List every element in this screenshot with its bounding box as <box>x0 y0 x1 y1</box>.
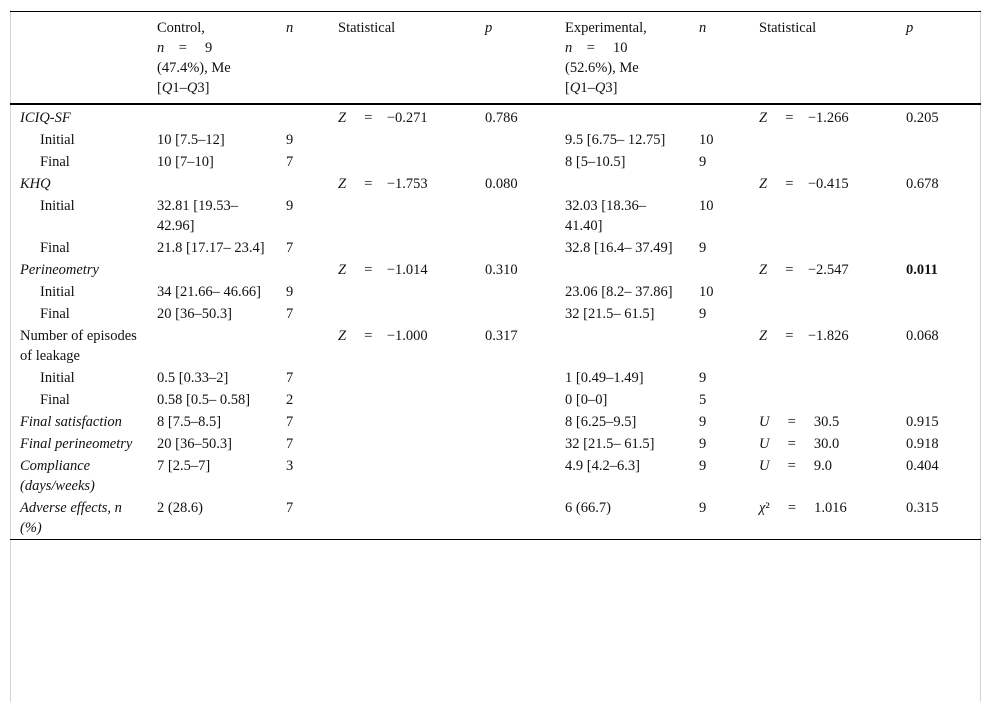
n-control: 7 <box>286 154 294 170</box>
n-experimental: 5 <box>699 392 707 408</box>
n-experimental: 9 <box>699 414 707 430</box>
table-row <box>10 173 981 195</box>
n-experimental <box>693 173 753 195</box>
control-value: 10 [7.5–12] <box>157 132 225 148</box>
n-control <box>280 259 332 281</box>
p-experimental <box>900 281 981 303</box>
statistic-experimental <box>753 281 900 303</box>
p-control <box>479 455 559 497</box>
statistic-control <box>332 389 479 411</box>
n-experimental: 9 <box>699 154 707 170</box>
header-n-control: n <box>286 20 294 36</box>
row-label: Final <box>40 240 70 256</box>
statistic-experimental: U = 30.5 <box>759 414 840 430</box>
table-row <box>10 104 981 129</box>
n-control: 7 <box>286 306 294 322</box>
statistic-experimental <box>753 151 900 173</box>
statistic-experimental: U = 30.0 <box>759 436 840 452</box>
p-experimental: 0.918 <box>906 436 939 452</box>
p-experimental: 0.315 <box>906 500 939 516</box>
experimental-value: 8 [5–10.5] <box>565 154 626 170</box>
control-value <box>151 104 280 129</box>
statistic-experimental: χ² = 1.016 <box>759 500 847 516</box>
header-control-line: Control, <box>157 20 205 36</box>
header-p-experimental: p <box>906 20 914 36</box>
control-value: 0.5 [0.33–2] <box>157 370 229 386</box>
table-row <box>10 303 981 325</box>
table-row <box>10 455 981 497</box>
experimental-value: 23.06 [8.2– 37.86] <box>565 284 673 300</box>
p-experimental <box>900 151 981 173</box>
statistic-control <box>332 129 479 151</box>
statistic-control <box>332 195 479 237</box>
table-row <box>10 367 981 389</box>
statistic-control: Z = −1.753 <box>338 176 428 192</box>
statistic-experimental: Z = −1.266 <box>759 110 849 126</box>
table-row <box>10 259 981 281</box>
p-experimental <box>900 389 981 411</box>
table-row <box>10 237 981 259</box>
statistic-control: Z = −1.000 <box>338 328 428 344</box>
experimental-value: 0 [0–0] <box>565 392 608 408</box>
statistic-experimental: Z = −2.547 <box>759 262 849 278</box>
statistic-experimental <box>753 129 900 151</box>
table-row <box>10 497 981 540</box>
control-value: 10 [7–10] <box>157 154 214 170</box>
n-control <box>280 173 332 195</box>
p-control <box>479 389 559 411</box>
row-label: ICIQ-SF <box>20 110 71 126</box>
n-control: 9 <box>286 132 294 148</box>
row-label: Compliance (days/weeks) <box>20 458 95 494</box>
statistic-experimental: Z = −0.415 <box>759 176 849 192</box>
table-row <box>10 195 981 237</box>
control-value: 20 [36–50.3] <box>157 306 232 322</box>
experimental-value: 4.9 [4.2–6.3] <box>565 458 640 474</box>
row-label: Perineometry <box>20 262 99 278</box>
n-experimental <box>693 259 753 281</box>
n-control: 7 <box>286 500 294 516</box>
statistic-control <box>332 237 479 259</box>
control-value: 34 [21.66– 46.66] <box>157 284 261 300</box>
header-label <box>10 12 151 105</box>
statistic-experimental: U = 9.0 <box>759 458 833 474</box>
control-value: 20 [36–50.3] <box>157 436 232 452</box>
statistic-control <box>332 367 479 389</box>
table-row <box>10 129 981 151</box>
n-experimental: 9 <box>699 306 707 322</box>
p-experimental: 0.678 <box>906 176 939 192</box>
p-experimental <box>900 195 981 237</box>
p-control <box>479 411 559 433</box>
n-experimental: 9 <box>699 500 707 516</box>
row-label: Final <box>40 392 70 408</box>
p-control: 0.310 <box>485 262 518 278</box>
table-row <box>10 389 981 411</box>
statistic-control <box>332 455 479 497</box>
row-label: Adverse effects, n (%) <box>20 500 122 536</box>
p-control <box>479 237 559 259</box>
p-experimental: 0.915 <box>906 414 939 430</box>
p-control <box>479 497 559 540</box>
control-value: 2 (28.6) <box>157 500 203 516</box>
p-experimental <box>900 129 981 151</box>
header-experimental-line: [Q1–Q3] <box>565 80 618 96</box>
experimental-value: 32.8 [16.4– 37.49] <box>565 240 673 256</box>
control-value: 0.58 [0.5– 0.58] <box>157 392 251 408</box>
header-row <box>10 12 981 105</box>
control-value <box>151 325 280 367</box>
experimental-value <box>559 259 693 281</box>
table-row <box>10 281 981 303</box>
header-statistical-control: Statistical <box>338 20 396 36</box>
statistic-control: Z = −1.014 <box>338 262 428 278</box>
table-row <box>10 411 981 433</box>
n-control: 9 <box>286 198 294 214</box>
row-label: Final <box>40 306 70 322</box>
experimental-value <box>559 325 693 367</box>
control-value <box>151 259 280 281</box>
header-control-line: (47.4%), Me <box>157 60 231 76</box>
header-experimental-line: Experimental, <box>565 20 647 36</box>
n-experimental <box>693 325 753 367</box>
row-label: KHQ <box>20 176 51 192</box>
n-control: 3 <box>286 458 294 474</box>
experimental-value: 32.03 [18.36– 41.40] <box>565 198 646 234</box>
control-value: 8 [7.5–8.5] <box>157 414 222 430</box>
experimental-value: 8 [6.25–9.5] <box>565 414 637 430</box>
control-value: 21.8 [17.17– 23.4] <box>157 240 265 256</box>
row-label: Initial <box>40 284 75 300</box>
n-experimental: 9 <box>699 240 707 256</box>
statistic-control <box>332 497 479 540</box>
header-control <box>151 12 280 105</box>
experimental-value: 1 [0.49–1.49] <box>565 370 644 386</box>
n-experimental: 10 <box>699 284 714 300</box>
statistic-experimental: Z = −1.826 <box>759 328 849 344</box>
table-row <box>10 325 981 367</box>
p-control <box>479 367 559 389</box>
statistic-control <box>332 411 479 433</box>
p-control <box>479 151 559 173</box>
control-value: 32.81 [19.53– 42.96] <box>157 198 238 234</box>
row-label: Initial <box>40 198 75 214</box>
p-control <box>479 129 559 151</box>
row-label: Final perineometry <box>20 436 133 452</box>
row-label: Number of episodes of leakage <box>20 328 137 364</box>
header-experimental-line: n = 10 <box>565 40 628 56</box>
n-experimental <box>693 104 753 129</box>
n-control: 2 <box>286 392 294 408</box>
n-experimental: 9 <box>699 370 707 386</box>
experimental-value: 6 (66.7) <box>565 500 611 516</box>
header-n-experimental: n <box>699 20 707 36</box>
row-label: Final satisfaction <box>20 414 122 430</box>
statistic-control <box>332 303 479 325</box>
statistic-experimental <box>753 303 900 325</box>
row-label: Final <box>40 154 70 170</box>
n-control: 7 <box>286 436 294 452</box>
statistic-control: Z = −0.271 <box>338 110 428 126</box>
p-control <box>479 433 559 455</box>
experimental-value: 32 [21.5– 61.5] <box>565 436 655 452</box>
experimental-value: 9.5 [6.75– 12.75] <box>565 132 666 148</box>
header-p-control: p <box>485 20 493 36</box>
n-control <box>280 325 332 367</box>
n-experimental: 10 <box>699 198 714 214</box>
statistic-experimental <box>753 389 900 411</box>
statistic-control <box>332 281 479 303</box>
n-experimental: 9 <box>699 436 707 452</box>
experimental-value <box>559 104 693 129</box>
n-experimental: 9 <box>699 458 707 474</box>
table-row <box>10 151 981 173</box>
n-control: 7 <box>286 414 294 430</box>
experimental-value: 32 [21.5– 61.5] <box>565 306 655 322</box>
table-body <box>10 104 981 540</box>
results-table <box>10 11 981 540</box>
control-value: 7 [2.5–7] <box>157 458 211 474</box>
statistic-experimental <box>753 367 900 389</box>
row-label: Initial <box>40 370 75 386</box>
p-experimental: 0.011 <box>906 262 938 278</box>
p-control: 0.317 <box>485 328 518 344</box>
row-label: Initial <box>40 132 75 148</box>
header-experimental-line: (52.6%), Me <box>565 60 639 76</box>
header-statistical-experimental: Statistical <box>759 20 817 36</box>
table-row <box>10 433 981 455</box>
statistic-experimental <box>753 195 900 237</box>
header-control-line: [Q1–Q3] <box>157 80 210 96</box>
p-control: 0.080 <box>485 176 518 192</box>
n-experimental: 10 <box>699 132 714 148</box>
n-control: 7 <box>286 240 294 256</box>
statistic-control <box>332 151 479 173</box>
p-experimental <box>900 367 981 389</box>
n-control <box>280 104 332 129</box>
p-control <box>479 195 559 237</box>
n-control: 9 <box>286 284 294 300</box>
header-control-line: n = 9 <box>157 40 213 56</box>
p-experimental <box>900 237 981 259</box>
p-experimental: 0.404 <box>906 458 939 474</box>
p-experimental: 0.068 <box>906 328 939 344</box>
p-control <box>479 303 559 325</box>
header-experimental <box>559 12 693 105</box>
p-experimental: 0.205 <box>906 110 939 126</box>
p-control <box>479 281 559 303</box>
n-control: 7 <box>286 370 294 386</box>
control-value <box>151 173 280 195</box>
p-experimental <box>900 303 981 325</box>
statistic-experimental <box>753 237 900 259</box>
experimental-value <box>559 173 693 195</box>
p-control: 0.786 <box>485 110 518 126</box>
statistic-control <box>332 433 479 455</box>
